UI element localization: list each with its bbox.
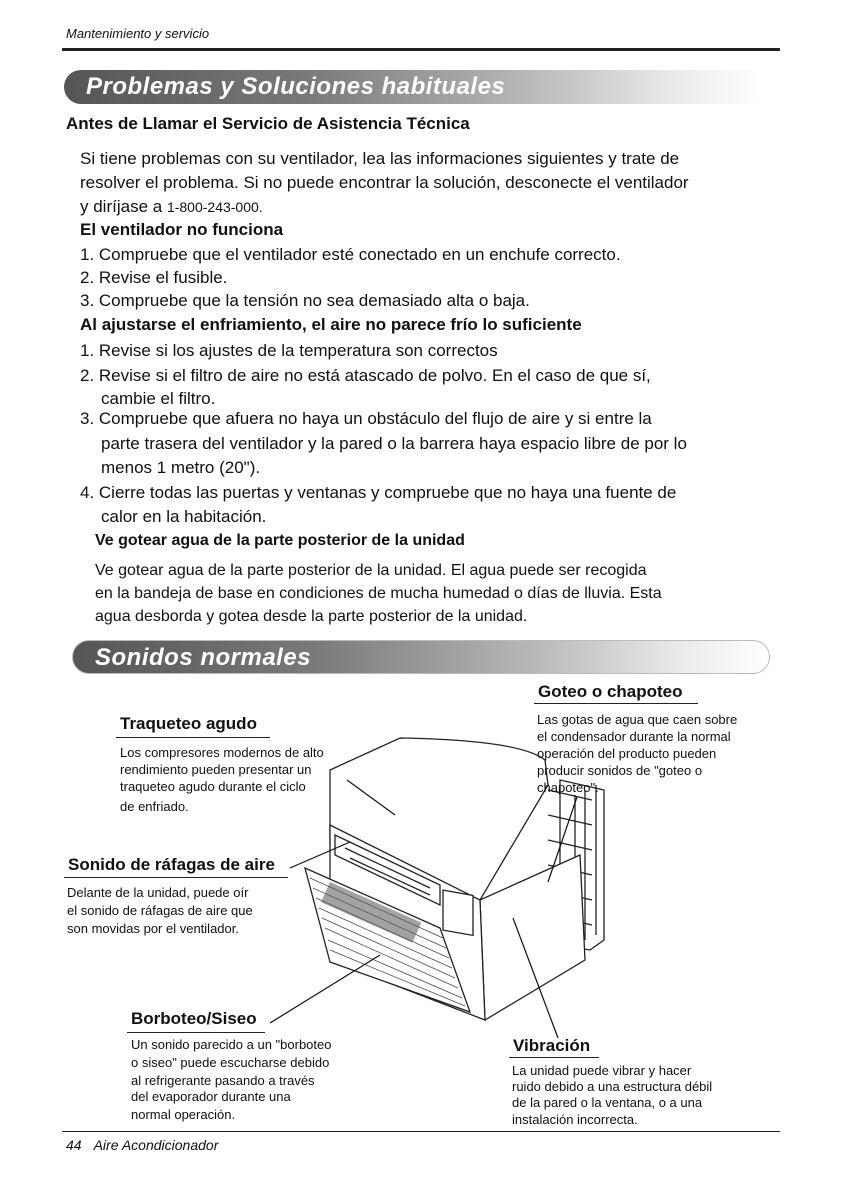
callout-text: ruido debido a una estructura débil [512,1079,713,1094]
label-underline [127,1032,265,1033]
label-rafagas: Sonido de ráfagas de aire [68,855,275,874]
paragraph-line: Ve gotear agua de la parte posterior de la unidad. El agua puede ser recogida [95,562,647,579]
list-item: 1. Compruebe que el ventilador esté conectado en un enchufe correcto. [80,245,621,264]
callout-text: chapoteo". [537,780,599,795]
callout-text: rendimiento pueden presentar un [120,762,312,777]
callout-text: de enfriado. [120,799,189,814]
callout-text: Los compresores modernos de alto [120,745,324,760]
list-item: 2. Revise el fusible. [80,268,228,287]
intro-line-2: resolver el problema. Si no puede encontrar la solución, desconecte el ventilador [80,173,689,192]
callout-text: producir sonidos de "goteo o [537,763,703,778]
label-underline [116,737,270,738]
callout-text: instalación incorrecta. [512,1112,638,1127]
callout-text: el condensador durante la normal [537,729,731,744]
label-underline [534,703,698,704]
label-goteo: Goteo o chapoteo [538,682,683,701]
label-traqueteo: Traqueteo agudo [120,714,257,733]
callout-text: La unidad puede vibrar y hacer [512,1063,692,1078]
section-title-no-funciona: El ventilador no funciona [80,220,284,239]
page-footer [66,1137,230,1153]
footer-title: Aire Acondicionador [93,1137,219,1153]
before-call-heading: Antes de Llamar el Servicio de Asistencia Técnica [66,114,470,133]
intro-line-1: Si tiene problemas con su ventilador, lea las informaciones siguientes y trate de [80,149,680,168]
list-item-continued: calor en la habitación. [101,507,267,526]
paragraph-line: en la bandeja de base en condiciones de mucha humedad o días de lluvia. Esta [95,585,662,602]
label-borboteo: Borboteo/Siseo [131,1009,257,1028]
list-item: 4. Cierre todas las puertas y ventanas y compruebe que no haya una fuente de [80,483,677,502]
callout-text: del evaporador durante una [131,1089,291,1104]
section-banner-sounds: Sonidos normales [72,640,770,674]
footer-rule [62,1131,780,1132]
list-item-continued: cambie el filtro. [101,389,216,408]
callout-text: de la pared o la ventana, o a una [512,1095,703,1110]
section-banner-problems: Problemas y Soluciones habituales [64,70,764,104]
section-title-enfriamiento: Al ajustarse el enfriamiento, el aire no parece frío lo suficiente [80,315,582,334]
callout-text: al refrigerante pasando a través [131,1073,315,1088]
list-item: 2. Revise si el filtro de aire no está atascado de polvo. En el caso de que sí, [80,366,651,385]
list-item-continued: menos 1 metro (20"). [101,458,261,477]
callout-text: traqueteo agudo durante el ciclo [120,779,306,794]
callout-text: normal operación. [131,1107,236,1122]
page-number: 44 [66,1137,82,1153]
callout-text: Delante de la unidad, puede oír [67,885,249,900]
callout-text: o siseo" puede escucharse debido [131,1055,330,1070]
list-item: 3. Compruebe que afuera no haya un obstáculo del flujo de aire y si entre la [80,409,652,428]
list-item-continued: parte trasera del ventilador y la pared o la barrera haya espacio libre de por lo [101,434,687,453]
list-item: 1. Revise si los ajustes de la temperatura son correctos [80,341,498,360]
label-underline [509,1057,599,1058]
callout-text: Las gotas de agua que caen sobre [537,712,738,727]
label-underline [64,877,288,878]
section-header: Mantenimiento y servicio [66,26,210,41]
list-item: 3. Compruebe que la tensión no sea demasiado alta o baja. [80,291,530,310]
callout-text: son movidas por el ventilador. [67,921,239,936]
paragraph-line: agua desborda y gotea desde la parte posterior de la unidad. [95,608,528,625]
callout-text: el sonido de ráfagas de aire que [67,903,253,918]
callout-text: operación del producto pueden [537,746,717,761]
intro-line-3-text: y diríjase a [80,197,167,216]
callout-text: Un sonido parecido a un "borboteo [131,1037,332,1052]
label-vibracion: Vibración [513,1036,591,1055]
support-phone: 1-800-243-000. [166,199,263,215]
section-title-gotear: Ve gotear agua de la parte posterior de la unidad [95,532,465,549]
